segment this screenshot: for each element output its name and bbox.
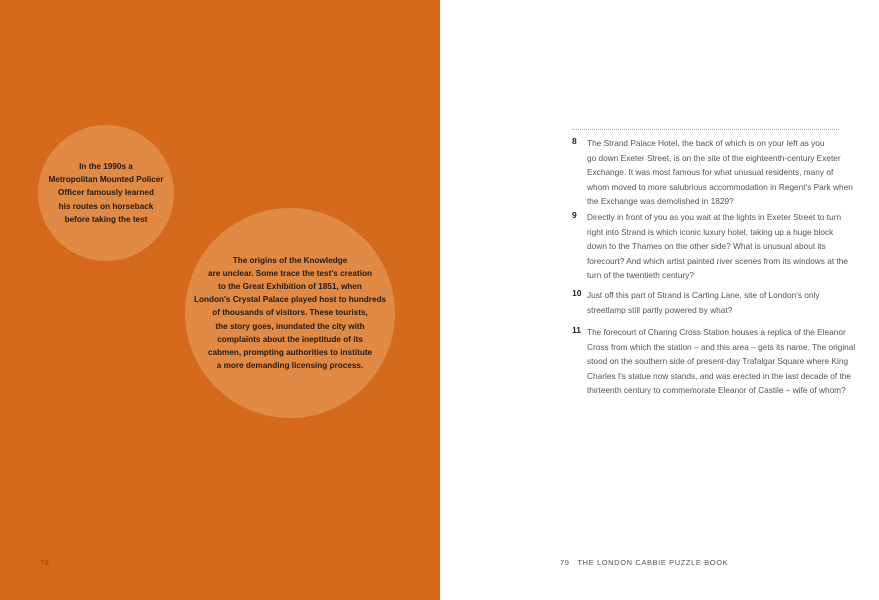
page-number-left: 78 [40, 558, 50, 567]
question-line: forecourt? And which artist painted river scenes from its windows at the [587, 255, 849, 266]
callout-line: The origins of the Knowledge [232, 255, 348, 265]
question-line: Just off this part of Strand is Carting Lane, site of London's only [587, 290, 820, 300]
question-line: The Strand Palace Hotel, the back of which is on your left as you [587, 138, 825, 148]
question-8 [572, 136, 852, 209]
callout-line: Metropolitan Mounted Policer [48, 175, 164, 185]
callout-line: complaints about the ineptitude of its [217, 334, 363, 344]
question-line: Charles I's statue now stands, and was erected in the last decade of the [587, 370, 852, 381]
callout-line: London's Crystal Palace played host to hundreds [193, 295, 387, 305]
callout-circle-origins [185, 208, 395, 418]
question-line: right into Strand is which iconic luxury hotel, taking up a huge block [587, 226, 834, 237]
question-line: thirteenth century to commemorate Eleanor of Castile – wife of whom? [587, 385, 846, 396]
question-line: Exchange. It was most famous for what unusual residents, many of [587, 167, 834, 178]
question-line: Directly in front of you as you wait at the lights in Exeter Street to turn [587, 212, 842, 222]
callout-circle-mounted-officer [38, 125, 174, 261]
callout-line: to the Great Exhibition of 1851, when [218, 281, 362, 291]
question-number: 8 [572, 136, 577, 146]
page-number-right: 79 [560, 558, 570, 567]
callout-line: of thousands of visitors. These tourists, [212, 308, 368, 318]
callout-line: cabmen, prompting authorities to institute [207, 348, 373, 357]
question-number: 10 [572, 288, 582, 298]
question-11 [572, 325, 856, 398]
callout-line: his routes on horseback [58, 201, 154, 211]
running-footer [560, 558, 728, 567]
callout-line: In the 1990s a [79, 161, 133, 171]
question-line: go down Exeter Street, is on the site of the eighteenth-century Exeter [587, 152, 841, 163]
question-line: down to the Thames on the other side? What is unusual about its [587, 241, 826, 252]
callout-line: a more demanding licensing process. [216, 361, 364, 371]
question-10 [572, 288, 852, 317]
question-line: whom moved to more salubrious accommodation in Regent's Park when [587, 181, 853, 192]
callout-line: before taking the test [64, 214, 148, 224]
question-line: streetlamp still partly powered by what? [587, 304, 733, 315]
question-9 [572, 210, 852, 283]
callout-line: Officer famously learned [57, 188, 154, 198]
running-title: THE LONDON CABBIE PUZZLE BOOK [577, 558, 729, 567]
callout-line: are unclear. Some trace the test's creation [208, 268, 372, 278]
callout-line: the story goes, inundated the city with [215, 321, 365, 331]
question-line: turn of the twentieth century? [587, 270, 695, 281]
question-line: the Exchange was demolished in 1829? [587, 196, 734, 207]
question-line: Cross from which the station – and this area – gets its name. The original [587, 341, 856, 352]
question-line: The forecourt of Charing Cross Station houses a replica of the Eleanor [587, 327, 846, 337]
question-line: stood on the southern side of present-day Trafalgar Square where King [587, 356, 849, 367]
question-number: 11 [572, 325, 581, 335]
question-number: 9 [572, 210, 577, 220]
dotted-divider [572, 129, 839, 130]
